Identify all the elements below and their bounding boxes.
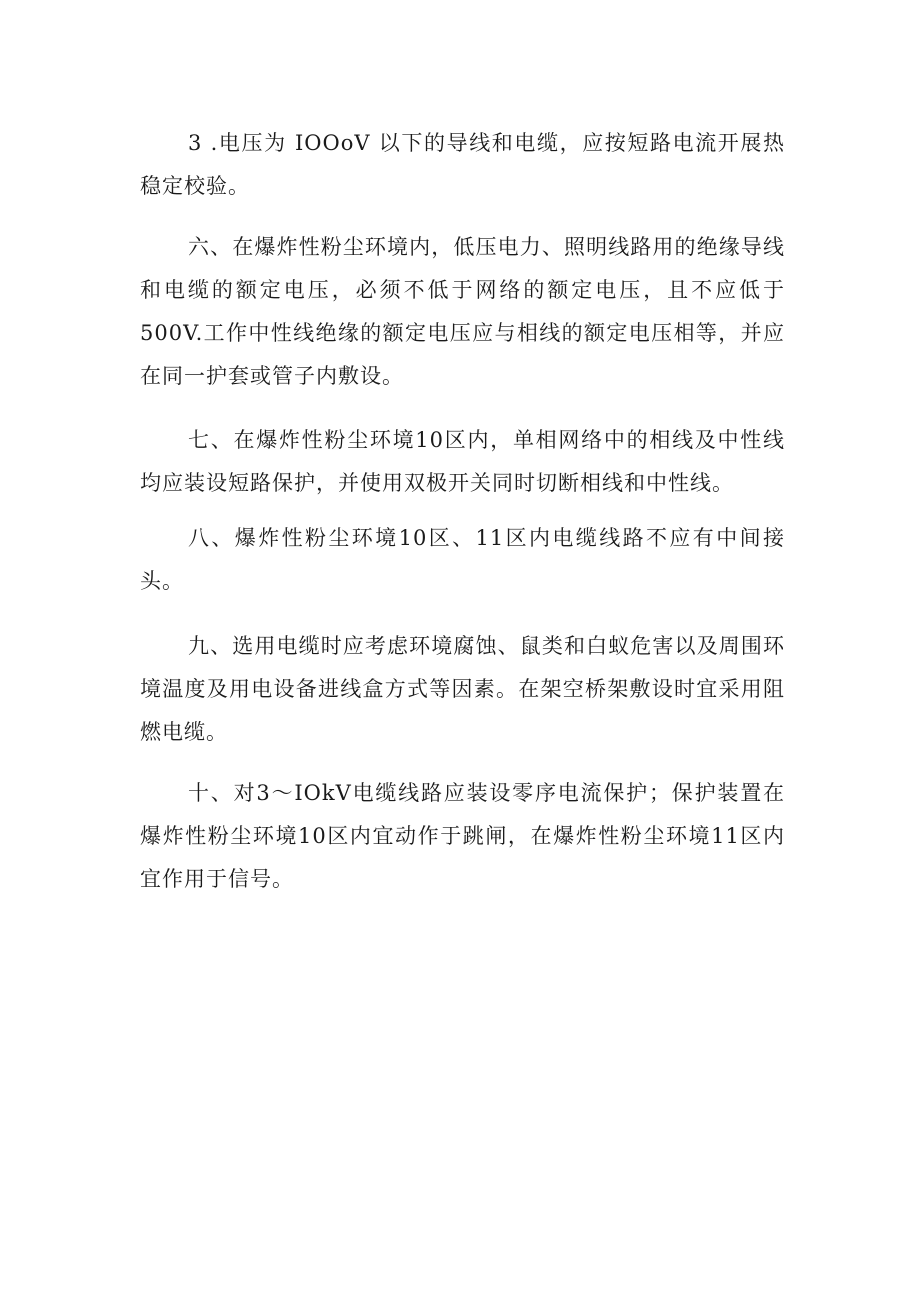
document-body (140, 122, 785, 921)
paragraph-10-zero-sequence-protection: 十、对3～IOkV电缆线路应装设零序电流保护；保护装置在爆炸性粉尘环境10区内宜动作于跳闸，在爆炸性粉尘环境11区内宜作用于信号。 (140, 781, 785, 891)
paragraph-7-short-circuit-protection: 七、在爆炸性粉尘环境10区内，单相网络中的相线及中性线均应装设短路保护，并使用双极开关同时切断相线和中性线。 (140, 428, 785, 495)
paragraph-9-cable-selection: 九、选用电缆时应考虑环境腐蚀、鼠类和白蚁危害以及周围环境温度及用电设备进线盒方式等因素。在架空桥架敷设时宜采用阻燃电缆。 (140, 634, 785, 744)
paragraph-8-no-intermediate-joints: 八、爆炸性粉尘环境10区、11区内电缆线路不应有中间接头。 (140, 526, 785, 593)
paragraph-6-insulation-voltage: 六、在爆炸性粉尘环境内，低压电力、照明线路用的绝缘导线和电缆的额定电压，必须不低于网络的额定电压，且不应低于500V.工作中性线绝缘的额定电压应与相线的额定电压相等，并应在同一护套或管子内敷设。 (140, 235, 785, 388)
paragraph-3-voltage-check: 3 .电压为 IOOoV 以下的导线和电缆，应按短路电流开展热稳定校验。 (140, 131, 785, 198)
